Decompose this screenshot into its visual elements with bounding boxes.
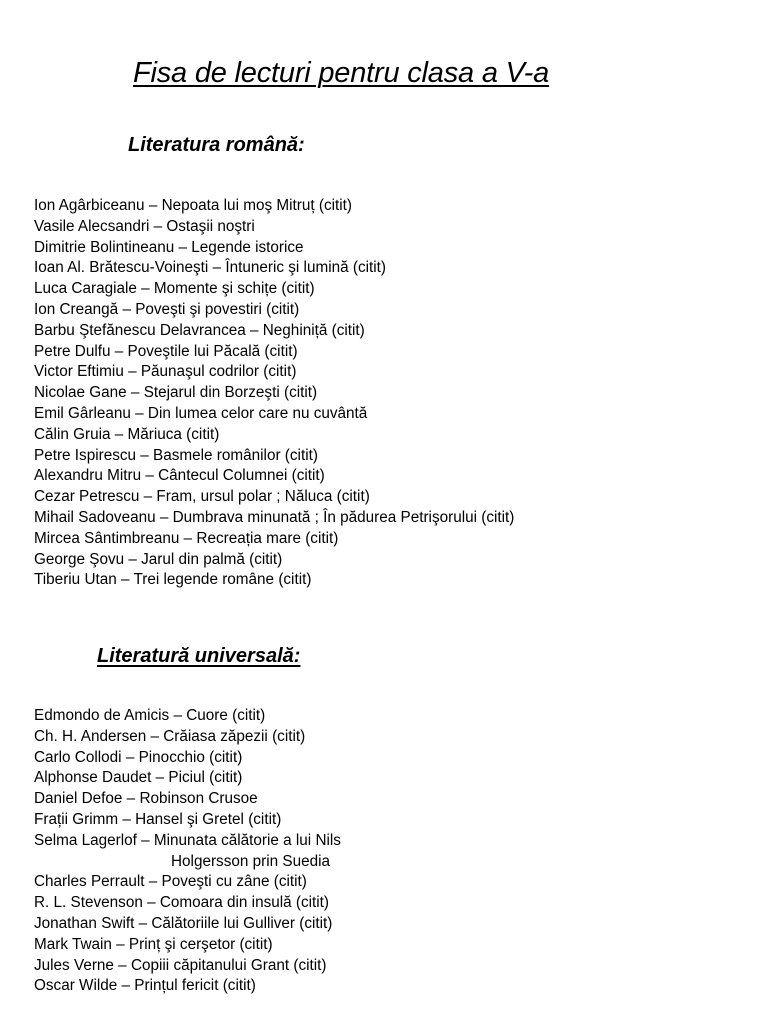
list-item: Călin Gruia – Măriuca (citit) <box>34 425 220 443</box>
list-item: Ion Agârbiceanu – Nepoata lui moş Mitruț (citit) <box>34 197 352 214</box>
list-item: Jonathan Swift – Călătoriile lui Gulliver (citit) <box>34 914 333 932</box>
list-item: Vasile Alecsandri – Ostaşii noştri <box>34 217 255 235</box>
list-item: Petre Dulfu – Poveştile lui Păcală (citit) <box>34 342 298 360</box>
list-item: Edmondo de Amicis – Cuore (citit) <box>34 707 266 724</box>
list-item: Ioan Al. Brătescu-Voineşti – Întuneric şi lumină (citit) <box>34 259 386 277</box>
section-heading-romanian-literature: Literatura română: <box>128 134 305 156</box>
list-item: Ion Creangă – Poveşti şi povestiri (citit) <box>34 300 300 318</box>
list-item: Frații Grimm – Hansel şi Gretel (citit) <box>34 810 282 828</box>
list-item: Selma Lagerlof – Minunata călătorie a lui Nils <box>34 831 341 849</box>
list-item: George Şovu – Jarul din palmă (citit) <box>34 550 283 568</box>
list-item: Carlo Collodi – Pinocchio (citit) <box>34 748 243 766</box>
list-item: Petre Ispirescu – Basmele românilor (citit) <box>34 446 318 464</box>
list-item: Luca Caragiale – Momente şi schițe (citit) <box>34 280 315 298</box>
list-item: Daniel Defoe – Robinson Crusoe <box>34 790 258 808</box>
list-item: Jules Verne – Copiii căpitanului Grant (citit) <box>34 956 327 974</box>
document-title: Fisa de lecturi pentru clasa a V-a <box>133 57 550 89</box>
list-item: Mihail Sadoveanu – Dumbrava minunată ; În pădurea Petrişorului (citit) <box>34 508 515 526</box>
list-item: Emil Gârleanu – Din lumea celor care nu cuvântă <box>34 404 368 422</box>
list-item: Charles Perrault – Poveşti cu zâne (citit) <box>34 873 307 891</box>
list-item: Oscar Wilde – Prințul fericit (citit) <box>34 977 256 995</box>
list-item: Tiberiu Utan – Trei legende române (citit) <box>34 571 312 589</box>
list-item: Barbu Ştefănescu Delavrancea – Neghiniță (citit) <box>34 321 365 339</box>
list-item: Alphonse Daudet – Piciul (citit) <box>34 769 243 787</box>
list-item: Nicolae Gane – Stejarul din Borzeşti (citit) <box>34 384 318 402</box>
romanian-literature-list <box>34 196 514 591</box>
list-item: Mark Twain – Prinț şi cerşetor (citit) <box>34 935 273 953</box>
list-item: Victor Eftimiu – Păunaşul codrilor (citit) <box>34 363 297 381</box>
list-item: Alexandru Mitru – Cântecul Columnei (citit) <box>34 467 325 485</box>
list-item-continuation: Holgersson prin Suedia <box>171 852 331 870</box>
list-item: Dimitrie Bolintineanu – Legende istorice <box>34 238 304 256</box>
list-item: R. L. Stevenson – Comoara din insulă (citit) <box>34 894 330 912</box>
universal-literature-list <box>34 706 341 997</box>
list-item: Cezar Petrescu – Fram, ursul polar ; Năluca (citit) <box>34 488 370 506</box>
section-heading-universal-literature: Literatură universală: <box>97 645 301 667</box>
list-item: Mircea Sântimbreanu – Recreația mare (citit) <box>34 529 339 547</box>
list-item: Ch. H. Andersen – Crăiasa zăpezii (citit) <box>34 727 306 745</box>
